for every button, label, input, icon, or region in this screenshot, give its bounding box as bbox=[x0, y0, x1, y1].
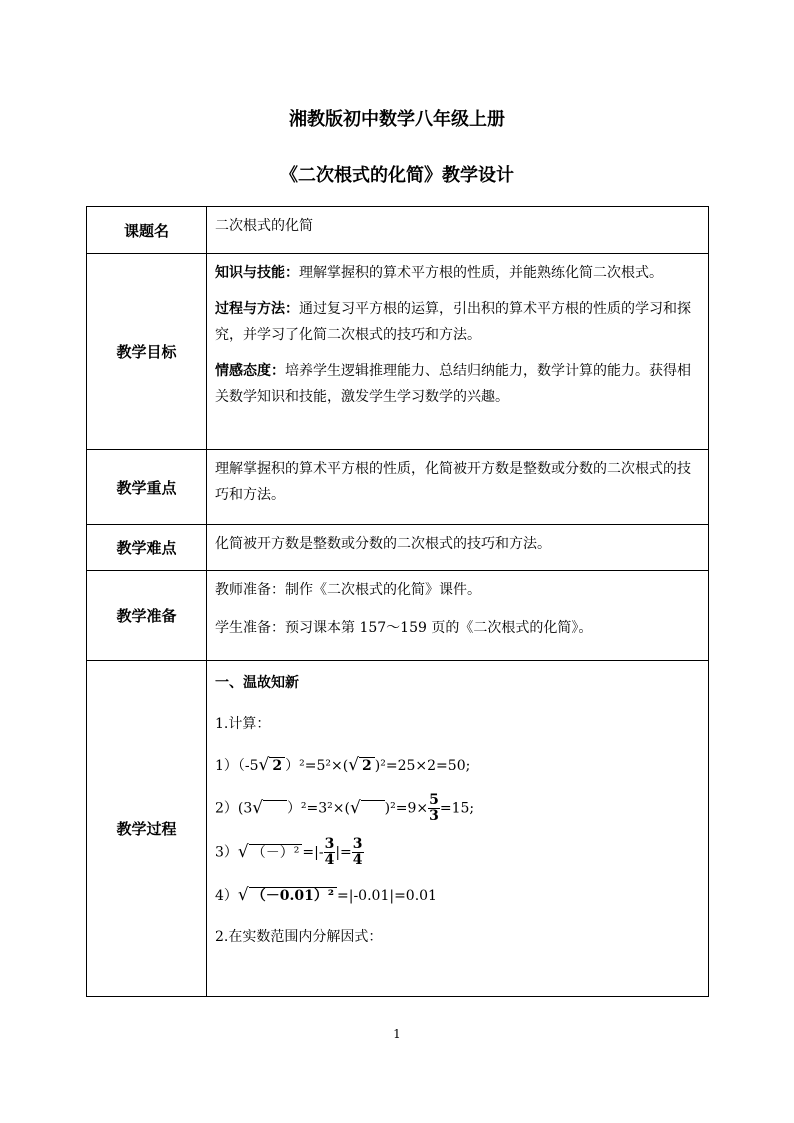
document-title: 湘教版初中数学八年级上册 bbox=[289, 109, 505, 130]
sqrt-symbol: √ 2 bbox=[348, 751, 375, 780]
sqrt-symbol: √ （－0.01）² bbox=[238, 881, 337, 910]
process-label: 教学过程 bbox=[87, 661, 207, 997]
process-content bbox=[207, 661, 709, 997]
teacher-prep: 教师准备：制作《二次根式的化简》课件。 bbox=[215, 582, 481, 598]
student-prep: 学生准备：预习课本第 157～159 页的《二次根式的化简》。 bbox=[215, 620, 593, 636]
preparation-label: 教学准备 bbox=[87, 571, 207, 661]
sqrt-symbol: √ bbox=[252, 794, 287, 823]
key-points-label: 教学重点 bbox=[87, 450, 207, 525]
sqrt-symbol: √ bbox=[350, 794, 385, 823]
key-points-value: 理解掌握积的算术平方根的性质，化简被开方数是整数或分数的二次根式的技巧和方法。 bbox=[207, 450, 709, 525]
topic-value: 二次根式的化简 bbox=[207, 207, 709, 254]
difficulties-label: 教学难点 bbox=[87, 525, 207, 571]
goal-process: 过程与方法：通过复习平方根的运算，引出积的算术平方根的性质的学习和探究，并学习了化简二次根式的技巧和方法。 bbox=[215, 301, 691, 343]
lesson-plan-table bbox=[86, 206, 709, 997]
topic-label: 课题名 bbox=[87, 207, 207, 254]
preparation-content bbox=[207, 571, 709, 661]
fraction: $\frac{5}{3}$ bbox=[429, 792, 439, 824]
item-calculate: 1.计算： bbox=[215, 716, 271, 732]
page-number: 1 bbox=[393, 1027, 401, 1041]
row-goals bbox=[87, 254, 709, 450]
goal-attitude: 情感态度：培养学生逻辑推理能力、总结归纳能力，数学计算的能力。获得相关数学知识和技能，激发学生学习数学的兴趣。 bbox=[215, 363, 691, 405]
row-preparation bbox=[87, 571, 709, 661]
document-subtitle: 《二次根式的化简》教学设计 bbox=[280, 165, 514, 186]
equation-1: 1）（-5√ 2 ）²=5²×(√ 2 )²=25×2=50; bbox=[215, 751, 700, 780]
equation-3: 3）√ （－）² =|- $\frac{3}{4}$ |= $\frac{3}{4}$ bbox=[215, 836, 363, 868]
goals-content bbox=[207, 254, 709, 450]
fraction: $\frac{3}{4}$ bbox=[352, 836, 363, 868]
difficulties-value: 化简被开方数是整数或分数的二次根式的技巧和方法。 bbox=[207, 525, 709, 571]
goal-knowledge: 知识与技能：理解掌握积的算术平方根的性质，并能熟练化简二次根式。 bbox=[215, 265, 663, 281]
sqrt-symbol: √ 2 bbox=[259, 751, 286, 780]
row-key-points bbox=[87, 450, 709, 525]
equation-4: 4）√ （－0.01）² =|-0.01|=0.01 bbox=[215, 881, 700, 910]
fraction: $\frac{3}{4}$ bbox=[324, 836, 335, 868]
item-factorize: 2.在实数范围内分解因式： bbox=[215, 929, 383, 945]
goals-label: 教学目标 bbox=[87, 254, 207, 450]
row-topic bbox=[87, 207, 709, 254]
row-process bbox=[87, 661, 709, 997]
sqrt-symbol: √ （－）² bbox=[238, 838, 302, 867]
section-review: 一、温故知新 bbox=[215, 675, 299, 691]
equation-2: 2）(3√ ）²=3²×(√ )²=9× $\frac{5}{3}$ =15; bbox=[215, 792, 475, 824]
row-difficulties bbox=[87, 525, 709, 571]
